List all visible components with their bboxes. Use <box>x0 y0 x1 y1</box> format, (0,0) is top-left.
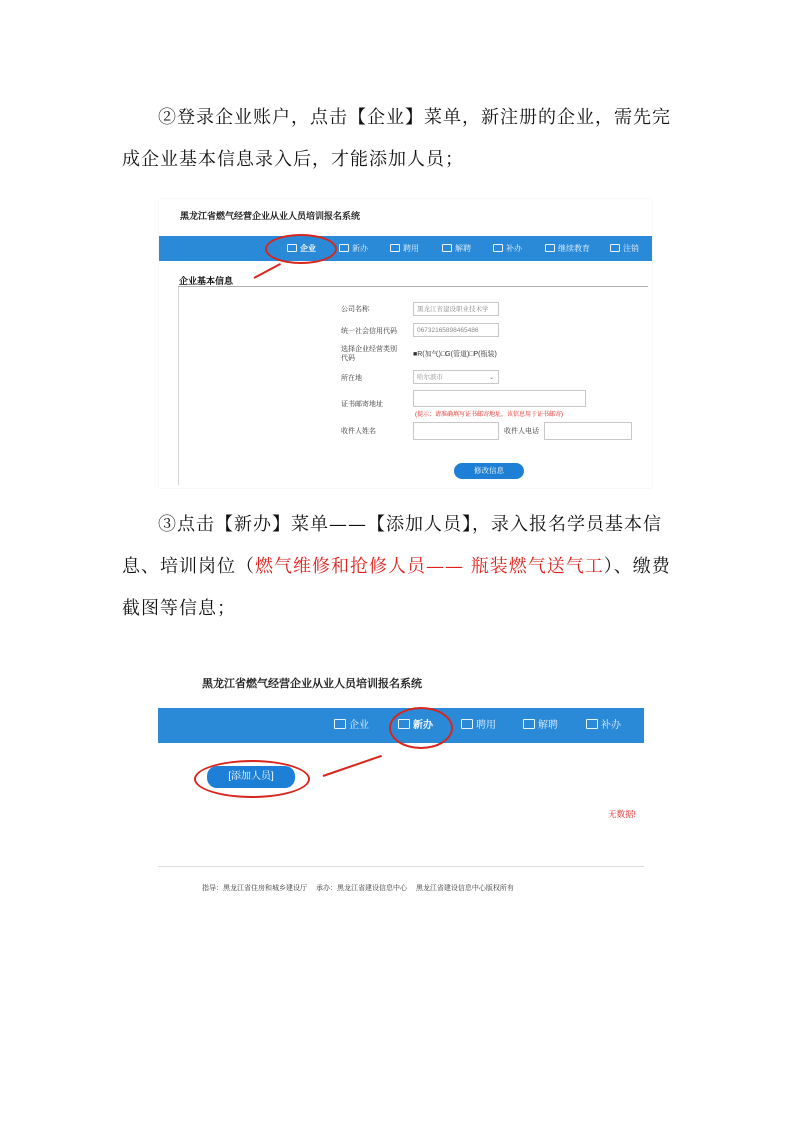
step3-paragraph <box>122 504 678 630</box>
nav-item-reissue[interactable] <box>586 708 621 743</box>
nav-item-hire[interactable] <box>390 236 419 261</box>
highlight-oval <box>265 234 337 264</box>
step3-line3: 截图等信息； <box>122 598 236 619</box>
receiver-phone-label: 收件人电话 <box>504 428 539 435</box>
nav-label: 聘用 <box>476 720 496 731</box>
nav-item-logout[interactable] <box>610 236 639 261</box>
reissue-icon <box>586 719 598 729</box>
category-label-line: 选择企业经营类别 <box>341 346 397 353</box>
annotation-arrow <box>254 263 281 279</box>
nav-label: 新办 <box>352 244 368 253</box>
company-name-label: 公司名称 <box>341 306 369 313</box>
nav-item-new[interactable] <box>339 236 368 261</box>
no-data-message: 无数据! <box>608 809 636 819</box>
nav-label: 聘用 <box>403 244 419 253</box>
education-icon <box>545 244 555 252</box>
credit-code-field[interactable]: 0673216589846548​6 <box>413 323 499 337</box>
company-name-field[interactable]: 黑龙江省建设职业技术学 <box>413 302 499 316</box>
step3-line1: ③点击【新办】菜单——【添加人员】，录入报名学员基本信 <box>158 514 662 535</box>
location-select[interactable] <box>413 370 499 384</box>
system-title: 黑龙江省燃气经营企业从业人员培训报名系统 <box>180 211 361 221</box>
nav-label: 企业 <box>349 720 369 731</box>
step2-line2: 成企业基本信息录入后，才能添加人员； <box>122 149 464 170</box>
nav-item-dismiss[interactable] <box>523 708 558 743</box>
divider <box>178 287 179 485</box>
footer: 指导：黑龙江省住房和城乡建设厅 承办：黑龙江省建设信息中心 黑龙江省建设信息中心版权所有 <box>202 885 514 892</box>
nav-item-dismiss[interactable] <box>442 236 471 261</box>
category-label-line: 代码 <box>341 355 355 362</box>
nav-bar <box>159 236 652 261</box>
enterprise-icon <box>334 719 346 729</box>
step3-line2-prefix: 息、培训岗位（ <box>122 556 255 577</box>
nav-label: 补办 <box>506 244 522 253</box>
address-hint: (提示：请准确填写证书邮寄地址，该信息用于证书邮寄) <box>415 412 563 418</box>
step2-line1: ②登录企业账户，点击【企业】菜单，新注册的企业，需先完 <box>158 107 671 128</box>
hire-icon <box>461 719 473 729</box>
address-field[interactable] <box>413 390 586 407</box>
dismiss-icon <box>523 719 535 729</box>
step3-line2 <box>122 546 678 588</box>
step3-line2-suffix: ）、缴费 <box>603 556 671 577</box>
nav-item-hire[interactable] <box>461 708 496 743</box>
nav-label: 注销 <box>623 244 639 253</box>
address-label: 证书邮寄地址 <box>341 401 383 408</box>
hire-icon <box>390 244 400 252</box>
add-personnel-button[interactable]: [添加人员] <box>207 766 295 788</box>
training-positions: 燃气维修和抢修人员—— 瓶装燃气送气工 <box>255 556 604 577</box>
nav-item-enterprise[interactable] <box>334 708 369 743</box>
nav-item-education[interactable] <box>545 236 590 261</box>
nav-label: 解聘 <box>455 244 471 253</box>
divider <box>158 866 644 867</box>
divider <box>178 286 648 287</box>
credit-code-label: 统一社会信用代码 <box>341 328 397 335</box>
new-icon <box>339 244 349 252</box>
category-options[interactable]: ■R(加气)□G(管道)□P(瓶装) <box>413 351 497 358</box>
logout-icon <box>610 244 620 252</box>
nav-label: 新办 <box>413 720 433 731</box>
receiver-phone-field[interactable] <box>544 422 632 440</box>
modify-info-button[interactable]: 修改信息 <box>454 463 524 479</box>
nav-label: 企业 <box>300 244 316 253</box>
enterprise-info-screenshot <box>159 199 652 488</box>
reissue-icon <box>493 244 503 252</box>
nav-label: 继续教育 <box>558 244 590 253</box>
nav-label: 解聘 <box>538 720 558 731</box>
add-personnel-screenshot <box>158 665 644 900</box>
receiver-name-label: 收件人姓名 <box>341 428 376 435</box>
highlight-oval <box>389 707 453 749</box>
location-label: 所在地 <box>341 375 362 382</box>
system-title: 黑龙江省燃气经营企业从业人员培训报名系统 <box>202 678 422 690</box>
chevron-down-icon: ⌄ <box>488 375 494 381</box>
nav-label: 补办 <box>601 720 621 731</box>
highlight-oval <box>194 760 310 798</box>
dismiss-icon <box>442 244 452 252</box>
category-label <box>341 345 397 363</box>
section-title: 企业基本信息 <box>179 276 234 286</box>
location-value: 哈尔滨市 <box>417 374 443 381</box>
receiver-name-field[interactable] <box>413 422 499 440</box>
nav-item-reissue[interactable] <box>493 236 522 261</box>
annotation-arrow <box>323 755 382 777</box>
step2-paragraph <box>122 97 678 181</box>
